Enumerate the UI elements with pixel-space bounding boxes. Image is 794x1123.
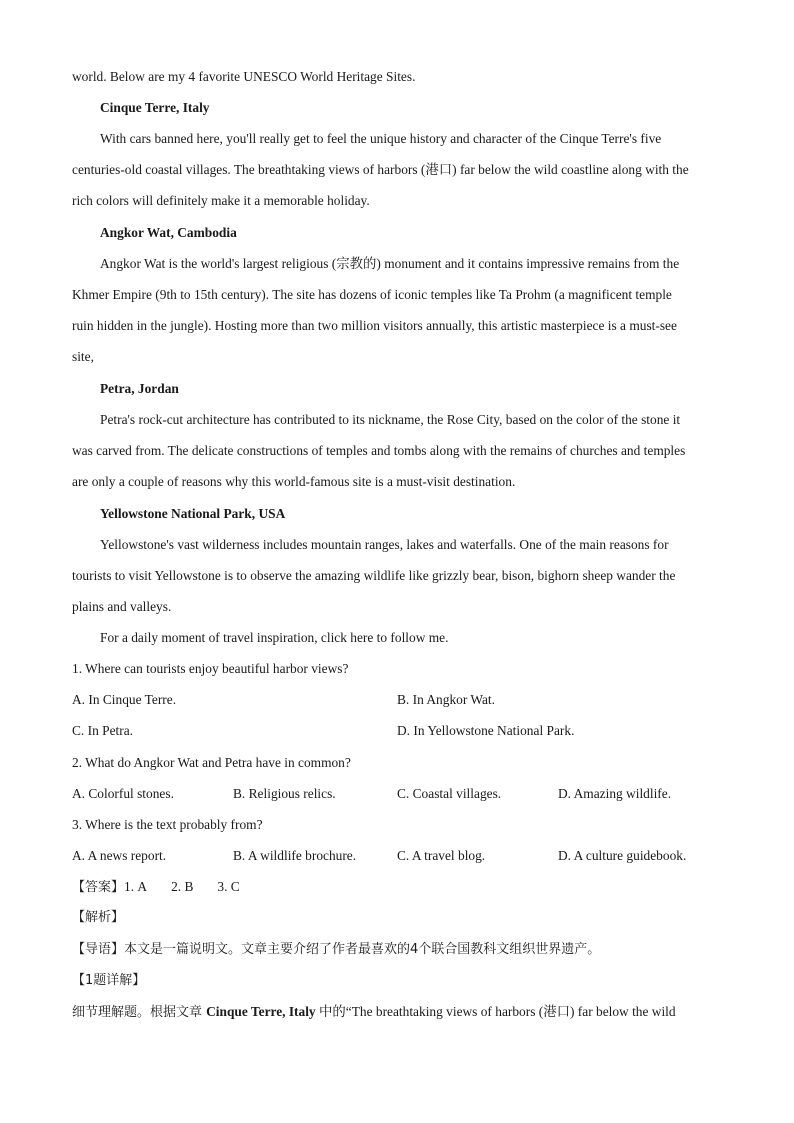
answer-1: 1. A: [124, 879, 148, 894]
closing-line: For a daily moment of travel inspiration, click here to follow me.: [100, 630, 449, 645]
detail-1-label: 【1题详解】: [72, 973, 146, 988]
paragraph-line: tourists to visit Yellowstone is to observe the amazing wildlife like grizzly bear, bison, bighorn sheep wander the: [72, 568, 676, 583]
detail-1-line: [72, 1004, 732, 1021]
option-c: C. Coastal villages.: [397, 786, 502, 801]
paragraph-line: With cars banned here, you'll really get to feel the unique history and character of the Cinque Terre's five: [100, 131, 662, 146]
paragraph-line: centuries-old coastal villages. The breathtaking views of harbors (港口) far below the wild coastline along with the: [72, 162, 689, 177]
detail-1-prefix: 细节理解题。根据文章: [72, 1005, 207, 1020]
option-d: D. Amazing wildlife.: [558, 786, 672, 801]
option-c: C. In Petra.: [72, 723, 133, 738]
option-a: A. A news report.: [72, 848, 167, 863]
site-heading-petra: Petra, Jordan: [100, 381, 179, 396]
paragraph-line: was carved from. The delicate constructions of temples and tombs along with the remains of churches and temples: [72, 443, 686, 458]
paragraph-line: Yellowstone's vast wilderness includes mountain ranges, lakes and waterfalls. One of the main reasons for: [100, 537, 669, 552]
answer-label: 【答案】: [72, 880, 125, 895]
answer-line: [72, 879, 732, 896]
guide-text: 本文是一篇说明文。文章主要介绍了作者最喜欢的4个联合国教科文组织世界遗产。: [124, 942, 601, 957]
site-heading-yellowstone: Yellowstone National Park, USA: [100, 506, 286, 521]
site-heading-angkor-wat: Angkor Wat, Cambodia: [100, 225, 237, 240]
option-d: D. A culture guidebook.: [558, 848, 687, 863]
question-stem: 1. Where can tourists enjoy beautiful harbor views?: [72, 661, 349, 676]
option-c: C. A travel blog.: [397, 848, 486, 863]
paragraph-line: plains and valleys.: [72, 599, 172, 614]
site-heading-cinque-terre: Cinque Terre, Italy: [100, 100, 210, 115]
intro-line: world. Below are my 4 favorite UNESCO World Heritage Sites.: [72, 69, 416, 84]
option-a: A. In Cinque Terre.: [72, 692, 177, 707]
question-stem: 2. What do Angkor Wat and Petra have in common?: [72, 755, 351, 770]
question-stem: 3. Where is the text probably from?: [72, 817, 263, 832]
option-b: B. In Angkor Wat.: [397, 692, 495, 707]
paragraph-line: are only a couple of reasons why this world-famous site is a must-visit destination.: [72, 474, 516, 489]
option-a: A. Colorful stones.: [72, 786, 174, 801]
detail-1-bold: Cinque Terre, Italy: [206, 1004, 316, 1019]
answer-2: 2. B: [171, 879, 194, 894]
guide-label: 【导语】: [72, 942, 125, 957]
paragraph-line: Khmer Empire (9th to 15th century). The site has dozens of iconic temples like Ta Prohm (a magnificent temple: [72, 287, 672, 302]
option-b: B. Religious relics.: [233, 786, 336, 801]
paragraph-line: site,: [72, 349, 94, 364]
option-b: B. A wildlife brochure.: [233, 848, 357, 863]
paragraph-line: Angkor Wat is the world's largest religious (宗教的) monument and it contains impressive remains from the: [100, 256, 680, 271]
paragraph-line: rich colors will definitely make it a memorable holiday.: [72, 193, 370, 208]
paragraph-line: Petra's rock-cut architecture has contributed to its nickname, the Rose City, based on the color of the stone it: [100, 412, 681, 427]
guide-line: [72, 942, 732, 958]
answer-3: 3. C: [217, 879, 240, 894]
analysis-label: 【解析】: [72, 910, 125, 925]
option-d: D. In Yellowstone National Park.: [397, 723, 575, 738]
paragraph-line: ruin hidden in the jungle). Hosting more than two million visitors annually, this artistic masterpiece is a must-see: [72, 318, 677, 333]
detail-1-suffix: 中的“The breathtaking views of harbors (港口) far below the wild: [315, 1004, 676, 1019]
